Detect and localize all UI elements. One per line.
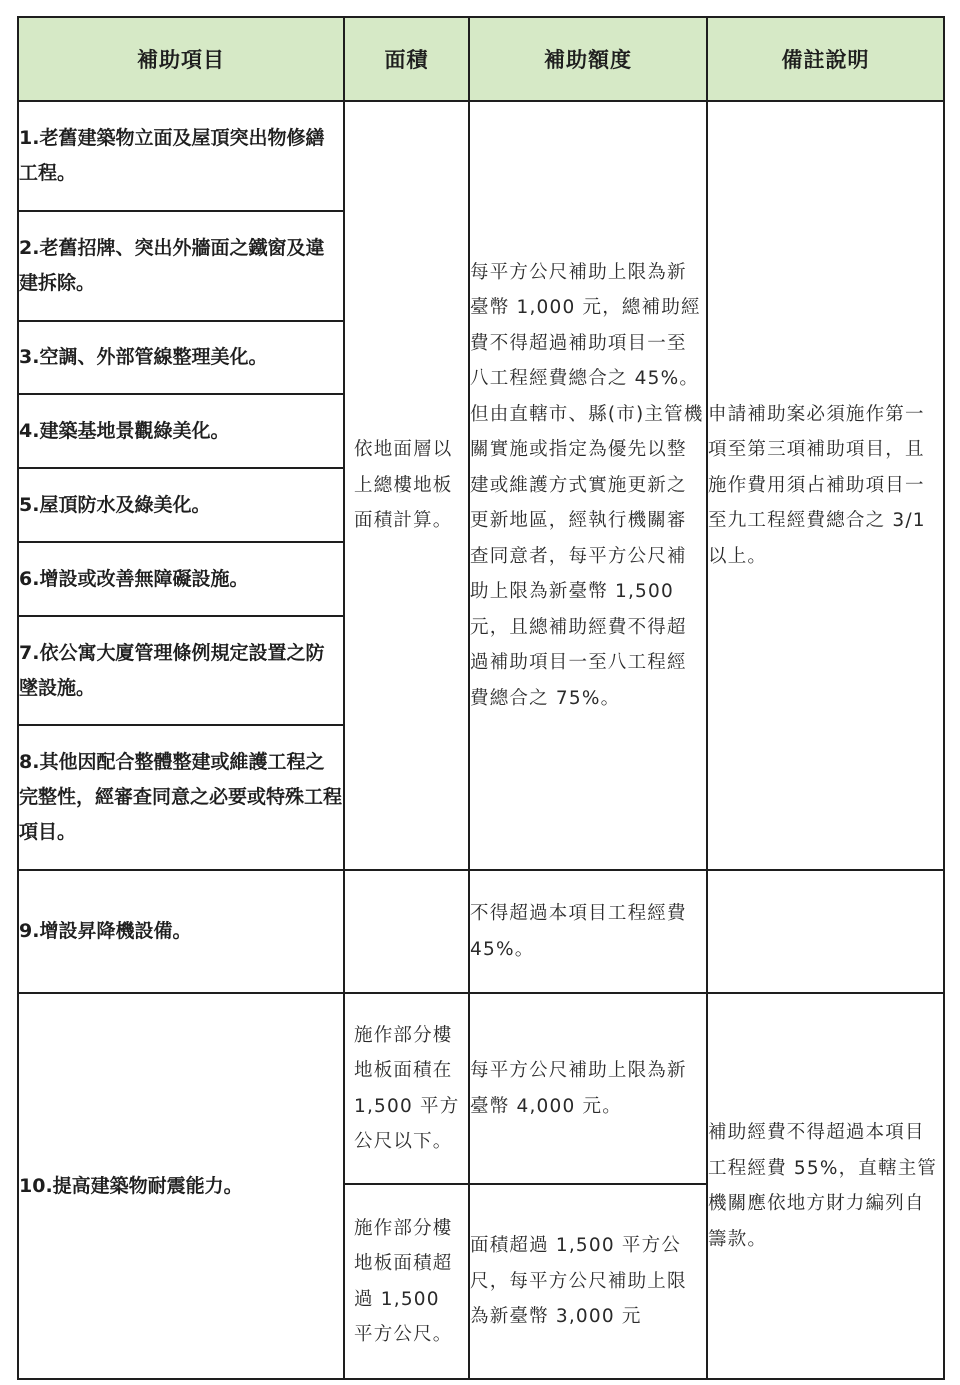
item-cell [18, 725, 344, 870]
table-header-row [18, 17, 944, 101]
amount-text: 不得超過本項目工程經費 45%。 [470, 903, 687, 960]
item-text: 8.其他因配合整體整建或維護工程之完整性，經審查同意之必要或特殊工程項目。 [19, 751, 343, 843]
item-text: 4.建築基地景觀綠美化。 [19, 419, 230, 442]
area-cell-items-1-8 [344, 101, 469, 870]
table-row [18, 870, 944, 993]
amount-text: 每平方公尺補助上限為新臺幣 4,000 元。 [470, 1060, 687, 1117]
note-cell-items-1-8 [707, 101, 944, 870]
subsidy-table [17, 16, 945, 1380]
area-text: 施作部分樓地板面積在 1,500 平方公尺以下。 [354, 1024, 460, 1152]
note-cell-item-10 [707, 993, 944, 1379]
item-text: 3.空調、外部管線整理美化。 [19, 346, 268, 368]
item-text: 6.增設或改善無障礙設施。 [19, 567, 249, 590]
header-area: 面積 [344, 17, 469, 101]
item-text: 7.依公寓大廈管理條例規定設置之防墜設施。 [19, 641, 325, 699]
item-cell [18, 211, 344, 321]
amount-text: 面積超過 1,500 平方公尺，每平方公尺補助上限為新臺幣 3,000 元 [470, 1235, 687, 1328]
header-remarks: 備註說明 [707, 17, 944, 101]
table-row [18, 993, 944, 1184]
header-subsidy-item: 補助項目 [18, 17, 344, 101]
item-cell [18, 321, 344, 394]
table-row [18, 101, 944, 211]
item-cell [18, 870, 344, 993]
item-text: 1.老舊建築物立面及屋頂突出物修繕工程。 [19, 127, 325, 184]
item-text: 2.老舊招牌、突出外牆面之鐵窗及違建拆除。 [19, 237, 325, 294]
area-text: 依地面層以上總樓地板面積計算。 [354, 439, 453, 532]
note-text: 申請補助案必須施作第一項至第三項補助項目，且施作費用須占補助項目一至九工程經費總合之 3/1 以上。 [708, 403, 926, 567]
amount-cell-items-1-8 [469, 101, 707, 870]
header-subsidy-amount: 補助額度 [469, 17, 707, 101]
note-text: 補助經費不得超過本項目工程經費 55%，直轄主管機關應依地方財力編列自籌款。 [708, 1122, 938, 1250]
item-text: 5.屋頂防水及綠美化。 [19, 493, 211, 516]
item-cell [18, 394, 344, 468]
amount-cell-item-9 [469, 870, 707, 993]
item-cell [18, 616, 344, 725]
item-text: 10.提高建築物耐震能力。 [19, 1174, 243, 1197]
area-cell-item-10b [344, 1184, 469, 1379]
item-cell [18, 993, 344, 1379]
area-text: 施作部分樓地板面積超過 1,500 平方公尺。 [354, 1217, 453, 1345]
item-cell [18, 468, 344, 542]
amount-cell-item-10a [469, 993, 707, 1184]
item-cell [18, 101, 344, 211]
item-text: 9.增設昇降機設備。 [19, 920, 192, 942]
amount-cell-item-10b [469, 1184, 707, 1379]
area-cell-item-10a [344, 993, 469, 1184]
note-cell-item-9 [707, 870, 944, 993]
item-cell [18, 542, 344, 616]
amount-text: 每平方公尺補助上限為新臺幣 1,000 元，總補助經費不得超過補助項目一至八工程經費總合之 45%。但由直轄市、縣(市)主管機關實施或指定為優先以整建或維護方式實施更新之更新地區，經執行機關審查同意者，每平方公尺補助上限為新臺幣 1,500 元，且總補助經費不得超過補助項目一至八工程經費總合之 75%。 [470, 261, 704, 709]
area-cell-item-9 [344, 870, 469, 993]
